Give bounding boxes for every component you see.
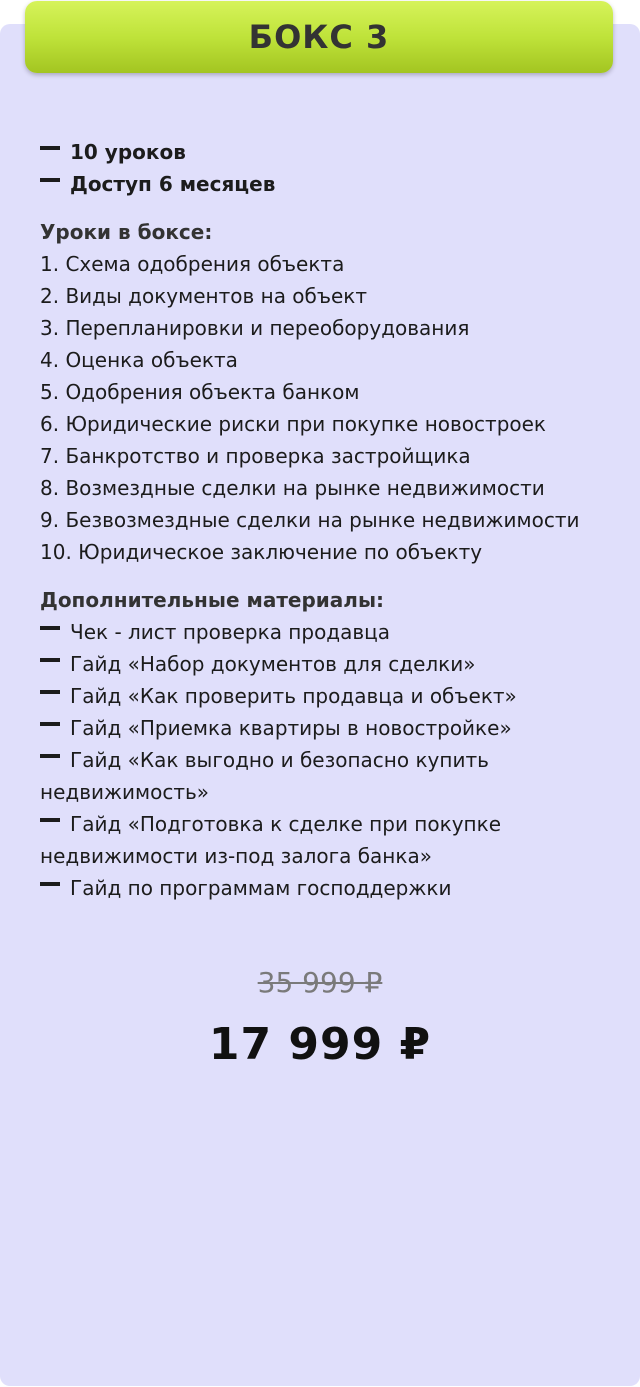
box-title-banner: [25, 1, 613, 73]
lessons-heading: Уроки в боксе:: [40, 220, 213, 244]
material-item: Гайд «Набор документов для сделки»: [40, 648, 620, 680]
dash-icon: [40, 146, 60, 150]
lesson-item: 3. Перепланировки и переоборудования: [40, 316, 470, 340]
lesson-item: 8. Возмездные сделки на рынке недвижимости: [40, 476, 545, 500]
materials-heading: Дополнительные материалы:: [40, 588, 385, 612]
material-item: Чек - лист проверка продавца: [40, 616, 620, 648]
lesson-item: 5. Одобрения объекта банком: [40, 380, 360, 404]
dash-icon: [40, 658, 60, 662]
box-content: [40, 136, 620, 904]
lesson-item: 4. Оценка объекта: [40, 348, 238, 372]
dash-icon: [40, 722, 60, 726]
box-card: [0, 24, 640, 1386]
dash-icon: [40, 754, 60, 758]
material-item: Гайд «Приемка квартиры в новостройке»: [40, 712, 620, 744]
lesson-item: 1. Схема одобрения объекта: [40, 252, 345, 276]
dash-icon: [40, 882, 60, 886]
dash-icon: [40, 626, 60, 630]
lesson-item: 7. Банкротство и проверка застройщика: [40, 444, 471, 468]
box-title: БОКС 3: [248, 18, 390, 56]
material-item: Гайд «Как проверить продавца и объект»: [40, 680, 620, 712]
dash-icon: [40, 818, 60, 822]
material-item: Гайд по программам господдержки: [40, 872, 620, 904]
current-price: 17 999 ₽: [208, 1019, 432, 1070]
lesson-item: 6. Юридические риски при покупке новостроек: [40, 412, 547, 436]
dash-icon: [40, 178, 60, 182]
dash-icon: [40, 690, 60, 694]
lesson-item: 10. Юридическое заключение по объекту: [40, 540, 483, 564]
feature-item: 10 уроков: [40, 136, 620, 168]
material-item: Гайд «Подготовка к сделке при покупке недвижимости из-под залога банка»: [40, 812, 501, 868]
material-item: Гайд «Как выгодно и безопасно купить недвижимость»: [40, 748, 489, 804]
old-price: 35 999 ₽: [257, 966, 383, 999]
feature-item: Доступ 6 месяцев: [40, 168, 620, 200]
lesson-item: 2. Виды документов на объект: [40, 284, 368, 308]
lesson-item: 9. Безвозмездные сделки на рынке недвижимости: [40, 508, 580, 532]
